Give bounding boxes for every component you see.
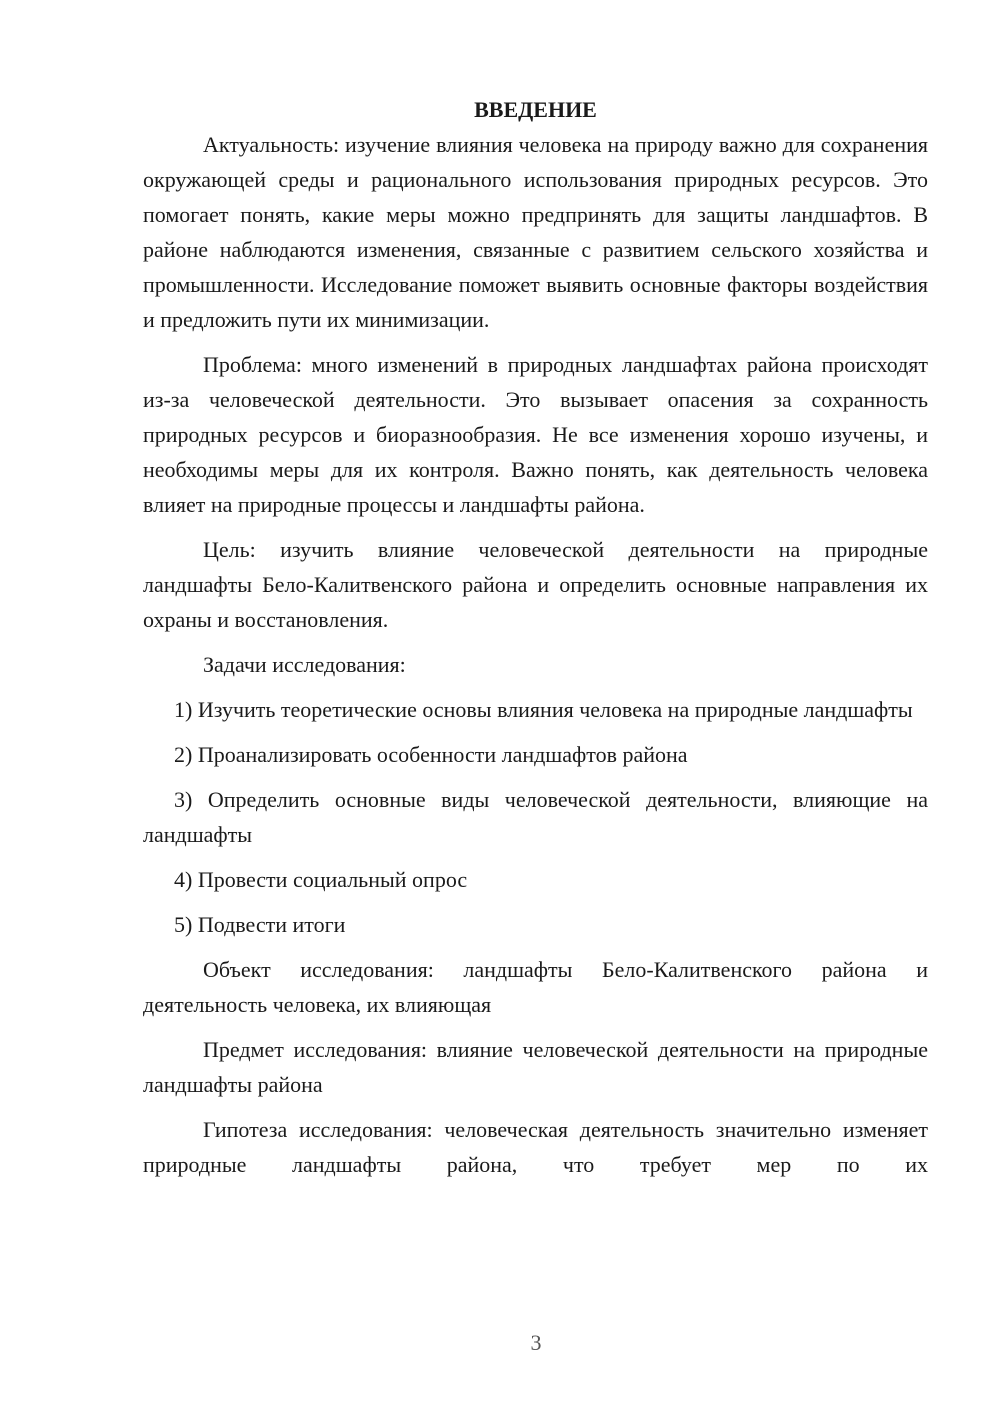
page-content	[143, 92, 928, 1192]
task-item: 1) Изучить теоретические основы влияния человека на природные ландшафты	[174, 697, 913, 722]
paragraph-hypothesis: Гипотеза исследования: человеческая деятельность значительно изменяет природные ландшафты района, что требует мер по их	[143, 1117, 928, 1177]
task-item: 4) Провести социальный опрос	[174, 867, 468, 892]
page-title: ВВЕДЕНИЕ	[474, 97, 597, 122]
paragraph-goal: Цель: изучить влияние человеческой деятельности на природные ландшафты Бело-Калитвенского района и определить основные направления их охраны и восстановления.	[143, 537, 928, 632]
task-item: 2) Проанализировать особенности ландшафтов района	[174, 742, 688, 767]
paragraph-tasks-heading: Задачи исследования:	[203, 652, 406, 677]
task-item: 3) Определить основные виды человеческой деятельности, влияющие на ландшафты	[143, 787, 928, 847]
paragraph-subject: Предмет исследования: влияние человеческой деятельности на природные ландшафты района	[143, 1037, 928, 1097]
paragraph-object: Объект исследования: ландшафты Бело-Калитвенского района и деятельность человека, их влияющая	[143, 957, 928, 1017]
paragraph-relevance: Актуальность: изучение влияния человека на природу важно для сохранения окружающей среды и рационального использования природных ресурсов. Это помогает понять, какие меры можно предпринять для защиты ландшафтов. В районе наблюдаются изменения, связанные с развитием сельского хозяйства и промышленности. Исследование поможет выявить основные факторы воздействия и предложить пути их минимизации.	[143, 132, 928, 332]
page-number: 3	[530, 1330, 542, 1355]
task-item: 5) Подвести итоги	[174, 912, 346, 937]
paragraph-problem: Проблема: много изменений в природных ландшафтах района происходят из-за человеческой деятельности. Это вызывает опасения за сохранность природных ресурсов и биоразнообразия. Не все изменения хорошо изучены, и необходимы меры для их контроля. Важно понять, как деятельность человека влияет на природные процессы и ландшафты района.	[143, 352, 928, 517]
